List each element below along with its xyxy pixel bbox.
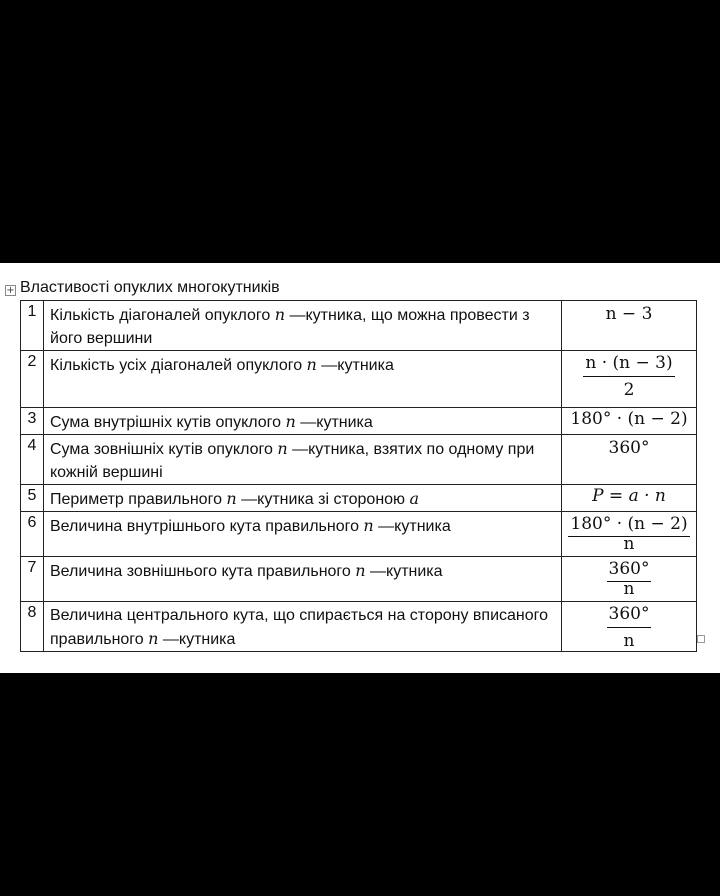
fraction-numerator: n · (n − 3)	[583, 353, 674, 377]
row-formula	[562, 602, 697, 652]
row-number: 8	[21, 602, 44, 652]
row-number: 4	[21, 435, 44, 485]
row-formula	[562, 435, 697, 485]
table-row	[21, 557, 697, 602]
row-description: Величина внутрішнього кута правильного n —кутника	[44, 512, 562, 557]
row-number: 2	[21, 351, 44, 408]
formula-text: 180° · (n − 2)	[570, 409, 688, 429]
fraction-numerator: 360°	[607, 559, 652, 582]
row-description: Кількість діагоналей опуклого n —кутника, що можна провести з його вершини	[44, 301, 562, 351]
row-description: Кількість усіх діагоналей опуклого n —кутника	[44, 351, 562, 408]
formula-text: 360°	[608, 438, 650, 458]
row-number: 7	[21, 557, 44, 602]
fraction-denominator: n	[623, 582, 635, 594]
properties-table	[20, 300, 697, 652]
row-number: 3	[21, 408, 44, 435]
table-move-handle-icon[interactable]: +	[6, 285, 15, 296]
formula-text: n − 3	[605, 304, 653, 324]
row-formula	[562, 301, 697, 351]
row-description: Сума зовнішніх кутів опуклого n —кутника, взятих по одному при кожній вершині	[44, 435, 562, 485]
formula-text: P = a · n	[592, 486, 666, 506]
table-row	[21, 512, 697, 557]
formula-fraction	[568, 514, 689, 549]
formula-fraction	[607, 604, 652, 651]
table-resize-handle[interactable]	[697, 635, 705, 643]
row-number: 1	[21, 301, 44, 351]
row-formula	[562, 512, 697, 557]
formula-fraction	[607, 559, 652, 594]
formula-fraction	[583, 353, 674, 400]
row-number: 6	[21, 512, 44, 557]
table-row	[21, 435, 697, 485]
fraction-numerator: 180° · (n − 2)	[568, 514, 689, 537]
row-description: Величина центрального кута, що спирається на сторону вписаного правильного n —кутника	[44, 602, 562, 652]
fraction-denominator: 2	[623, 380, 635, 400]
row-description: Периметр правильного n —кутника зі стороною a	[44, 485, 562, 512]
row-number: 5	[21, 485, 44, 512]
table-row	[21, 408, 697, 435]
row-description: Величина зовнішнього кута правильного n —кутника	[44, 557, 562, 602]
table-row	[21, 351, 697, 408]
fraction-numerator: 360°	[607, 604, 652, 628]
row-formula	[562, 351, 697, 408]
table-row	[21, 485, 697, 512]
fraction-denominator: n	[623, 537, 635, 549]
row-formula	[562, 557, 697, 602]
table-row	[21, 602, 697, 652]
fraction-denominator: n	[623, 631, 635, 651]
document-page	[0, 263, 720, 673]
row-description: Сума внутрішніх кутів опуклого n —кутника	[44, 408, 562, 435]
row-formula	[562, 485, 697, 512]
table-row	[21, 301, 697, 351]
row-formula	[562, 408, 697, 435]
table-caption: Властивості опуклих многокутників	[20, 279, 280, 296]
